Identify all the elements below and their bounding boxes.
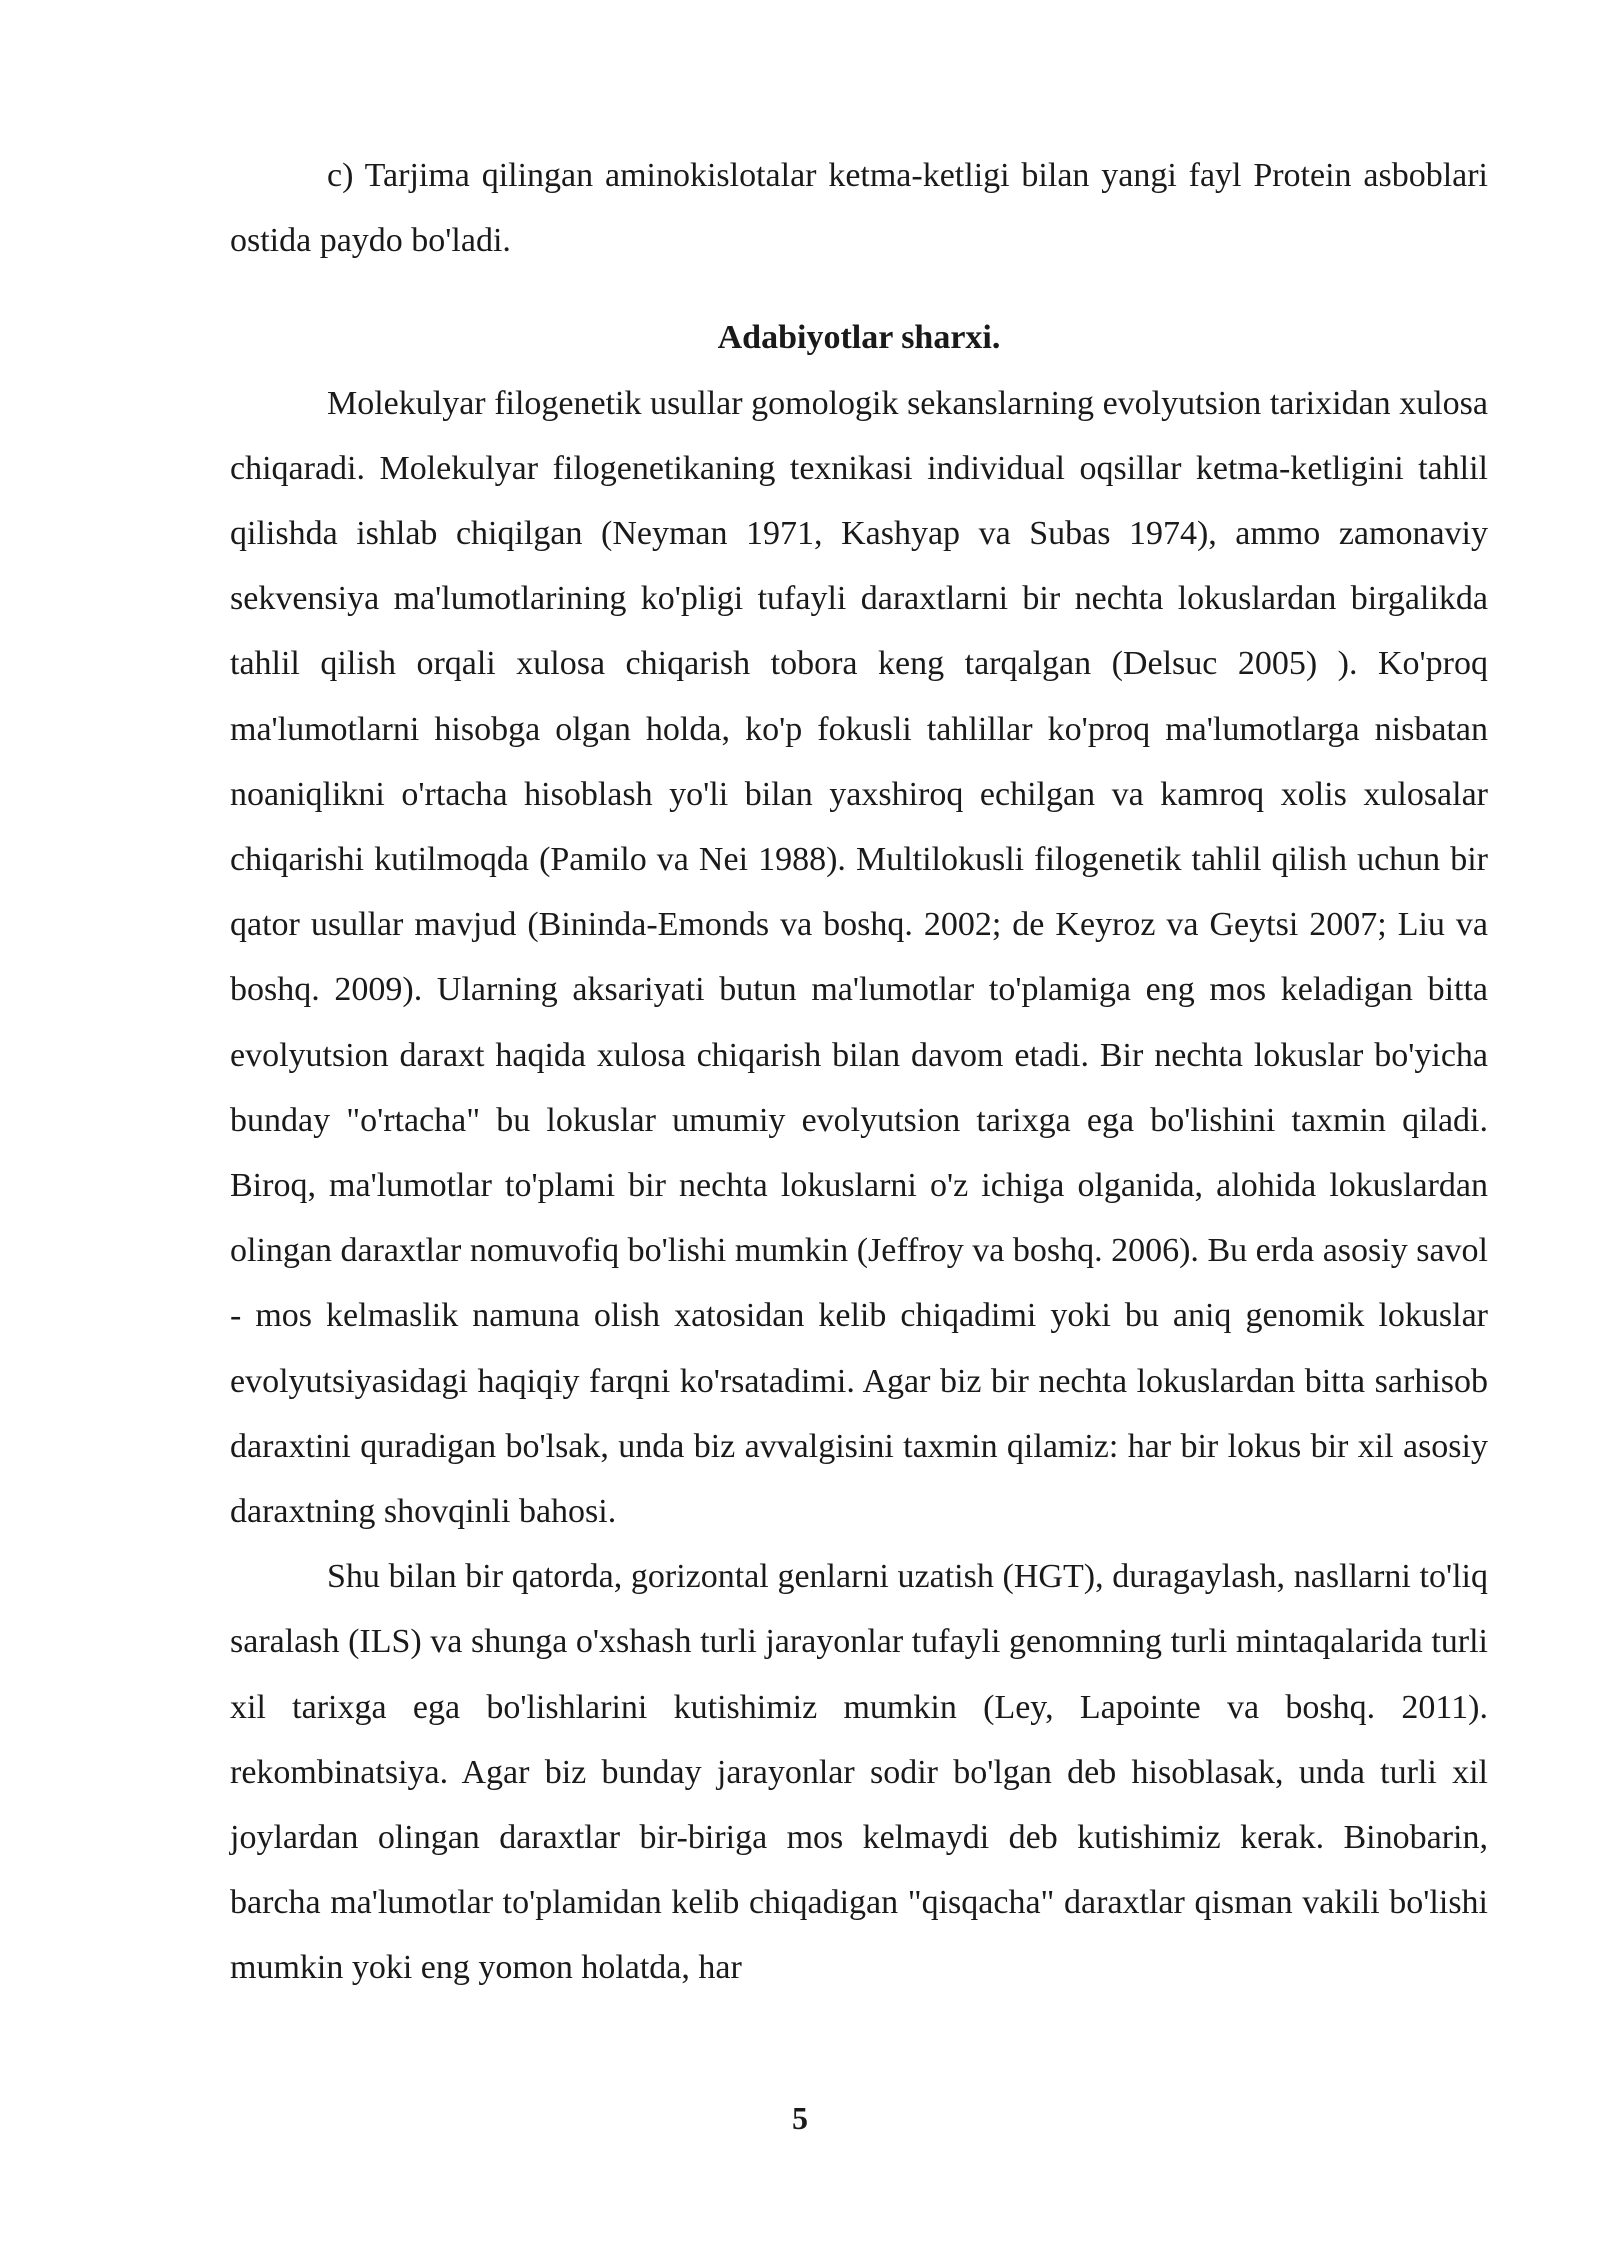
section-heading: Adabiyotlar sharxi. [717, 319, 1001, 357]
paragraph-alternative-processes: Shu bilan bir qatorda, gorizontal genlarni uzatish (HGT), duragaylash, nasllarni to'liq saralash (ILS) va shunga o'xshash turli jarayonlar tufayli genomning turli mintaqalarida turli xil tarixga ega bo'lishlarini kutishimiz mumkin (Ley, Lapointe va boshq. 2011). rekombinatsiya. Agar biz bunday jarayonlar sodir bo'lgan deb hisoblasak, unda turli xil joylardan olingan daraxtlar bir-biriga mos kelmaydi deb kutishimiz kerak. Binobarin, barcha ma'lumotlar to'plamidan kelib chiqadigan "qisqacha" daraxtlar qisman vakili bo'lishi mumkin yoki eng yomon holatda, har [230, 1558, 1488, 1987]
paragraph-literature-review: Molekulyar filogenetik usullar gomologik sekanslarning evolyutsion tarixidan xulosa chiqaradi. Molekulyar filogenetikaning texnikasi individual oqsillar ketma-ketligini tahlil qilishda ishlab chiqilgan (Neyman 1971, Kashyap va Subas 1974), ammo zamonaviy sekvensiya ma'lumotlarining ko'pligi tufayli daraxtlarni bir nechta lokuslardan birgalikda tahlil qilish orqali xulosa chiqarish tobora keng tarqalgan (Delsuc 2005) ). Ko'proq ma'lumotlarni hisobga olgan holda, ko'p fokusli tahlillar ko'proq ma'lumotlarga nisbatan noaniqlikni o'rtacha hisoblash yo'li bilan yaxshiroq echilgan va kamroq xolis xulosalar chiqarishi kutilmoqda (Pamilo va Nei 1988). Multilokusli filogenetik tahlil qilish uchun bir qator usullar mavjud (Bininda-Emonds va boshq. 2002; de Keyroz va Geytsi 2007; Liu va boshq. 2009). Ularning aksariyati butun ma'lumotlar to'plamiga eng mos keladigan bitta evolyutsion daraxt haqida xulosa chiqarish bilan davom etadi. Bir nechta lokuslar bo'yicha bunday "o'rtacha" bu lokuslar umumiy evolyutsion tarixga ega bo'lishini taxmin qiladi. Biroq, ma'lumotlar to'plami bir nechta lokuslarni o'z ichiga olganida, alohida lokuslardan olingan daraxtlar nomuvofiq bo'lishi mumkin (Jeffroy va boshq. 2006). Bu erda asosiy savol - mos kelmaslik namuna olish xatosidan kelib chiqadimi yoki bu aniq genomik lokuslar evolyutsiyasidagi haqiqiy farqni ko'rsatadimi. Agar biz bir nechta lokuslardan bitta sarhisob daraxtini quradigan bo'lsak, unda biz avvalgisini taxmin qilamiz: har bir lokus bir xil asosiy daraxtning shovqinli bahosi. [230, 384, 1488, 1531]
paragraph-c: c) Tarjima qilingan aminokislotalar ketma-ketligi bilan yangi fayl Protein asboblari ostida paydo bo'ladi. [230, 157, 1488, 260]
page-content [230, 143, 1488, 2001]
page-number: 5 [792, 2100, 808, 2136]
